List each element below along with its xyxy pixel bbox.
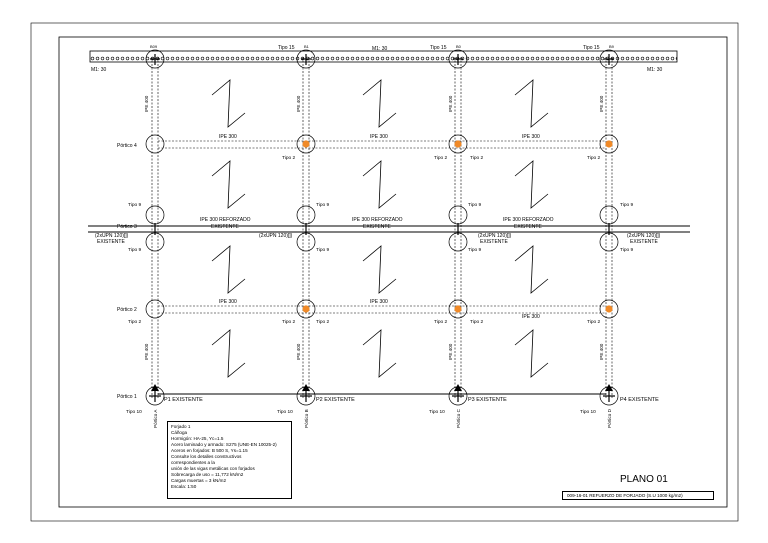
existente-label: EXISTENTE	[514, 224, 542, 230]
ipe400-label: IPE 400	[599, 95, 604, 112]
existente-label: EXISTENTE	[363, 224, 391, 230]
portico-4-label: Pórtico 4	[117, 143, 137, 149]
portico-1-label: Pórtico 1	[117, 394, 137, 400]
ipe400-label: IPE 400	[296, 95, 301, 112]
upn-label: (2xUPN 120)[])	[259, 233, 293, 239]
ipe300-label: IPE 300	[522, 134, 540, 140]
tipo2-label: Tipo 2	[587, 156, 601, 161]
ipe300-reforzado-label: IPE 300 REFORZADO	[200, 217, 251, 223]
portico-d-label: Pórtico D	[607, 409, 612, 428]
tipo9-label: Tipo 9	[620, 203, 634, 208]
top-tipo-1: Tipo 15	[278, 45, 295, 51]
notes-line: Cargas muertas = 3 kN/m2	[171, 478, 227, 483]
ipe300-label: IPE 300	[219, 134, 237, 140]
top-node-1: B09	[150, 44, 158, 49]
tipo9-label: Tipo 9	[128, 203, 142, 208]
notes-line: Cáñoga	[171, 430, 188, 435]
plano-description: 009-16-01 REFUERZO DE FORJADO (S.U 1000 kg/m2)	[562, 491, 714, 500]
portico-3-label: Pórtico 3	[117, 224, 137, 230]
plano-title: PLANO 01	[620, 474, 668, 485]
tipo9-label: Tipo 9	[468, 203, 482, 208]
upn-label-left: (2xUPN 120)[])	[95, 233, 129, 239]
wall-label-right: M1: 30	[647, 67, 663, 73]
existente-label: EXISTENTE	[480, 239, 508, 245]
p4-label: P4 EXISTENTE	[620, 397, 659, 403]
notes-line: Hormigón: HA-25, Yc=1.5	[171, 436, 224, 441]
ipe400-label: IPE 400	[296, 343, 301, 360]
existente-label: EXISTENTE	[97, 239, 125, 245]
p2-label: P2 EXISTENTE	[316, 397, 355, 403]
tipo10-label: Tipo 10	[429, 410, 445, 415]
tipo9-label: Tipo 9	[128, 248, 142, 253]
portico-b-label: Pórtico B	[304, 409, 309, 428]
portico-a-label: Pórtico A	[153, 409, 158, 428]
tipo9-label: Tipo 9	[316, 203, 330, 208]
upn-label-right: (2xUPN 120)[])	[627, 233, 661, 239]
tipo2-label: Tipo 2	[282, 320, 296, 325]
wall-label-middle: M1: 30	[372, 46, 388, 52]
portico-c-label: Pórtico C	[456, 409, 461, 428]
ipe300-label: IPE 300	[370, 134, 388, 140]
tipo2-label: Tipo 2	[282, 156, 296, 161]
top-node-3: B0	[456, 44, 461, 49]
existente-label: EXISTENTE	[630, 239, 658, 245]
ipe400-label: IPE 400	[144, 343, 149, 360]
notes-line: Aceros en forjados: B 500 S, Ys=1.15	[171, 448, 248, 453]
tipo2-label: Tipo 2	[470, 320, 484, 325]
portico-2-label: Pórtico 2	[117, 307, 137, 313]
existente-label: EXISTENTE	[211, 224, 239, 230]
top-tipo-2: Tipo 15	[430, 45, 447, 51]
ipe300-label: IPE 300	[219, 299, 237, 305]
tipo10-label: Tipo 10	[126, 410, 142, 415]
tipo2-label: Tipo 2	[128, 320, 142, 325]
ipe300-reforzado-label: IPE 300 REFORZADO	[352, 217, 403, 223]
tipo9-label: Tipo 9	[316, 248, 330, 253]
tipo2-label: Tipo 2	[434, 156, 448, 161]
tipo2-label: Tipo 2	[316, 320, 330, 325]
tipo10-label: Tipo 10	[580, 410, 596, 415]
upn-label: (2xUPN 120)[])	[478, 233, 512, 239]
existing-column-marks	[151, 384, 613, 391]
top-wall	[90, 51, 677, 62]
notes-box	[167, 421, 292, 499]
notes-line: Forjado 1	[171, 424, 191, 429]
ipe300-reforzado-label: IPE 300 REFORZADO	[503, 217, 554, 223]
notes-line: Escala: 1:50	[171, 484, 197, 489]
ipe400-label: IPE 400	[448, 343, 453, 360]
notes-line: unión de las vigas metálicas con forjados	[171, 466, 255, 471]
top-node-2: B1	[304, 44, 309, 49]
tipo2-label: Tipo 2	[434, 320, 448, 325]
inner-frame	[59, 37, 727, 507]
tipo10-label: Tipo 10	[277, 410, 293, 415]
top-node-4: B9	[609, 44, 614, 49]
tipo9-label: Tipo 9	[620, 248, 634, 253]
ipe300-label: IPE 300	[522, 314, 540, 320]
p1-label: P1 EXISTENTE	[164, 397, 203, 403]
notes-line: Consulte los detalles constructivos	[171, 454, 242, 459]
notes-line: Sobrecarga de uso = 11,772 kN/m2	[171, 472, 244, 477]
outer-frame	[31, 23, 738, 521]
tipo2-label: Tipo 2	[470, 156, 484, 161]
beam-labels	[95, 134, 661, 320]
ipe400-label: IPE 400	[144, 95, 149, 112]
notes-line: Acero laminado y armado: S275 (UNE-EN 10025-2)	[171, 442, 277, 447]
ipe300-label: IPE 300	[370, 299, 388, 305]
tipo9-label: Tipo 9	[468, 248, 482, 253]
ipe400-label: IPE 400	[599, 343, 604, 360]
ipe400-label: IPE 400	[448, 95, 453, 112]
p3-label: P3 EXISTENTE	[468, 397, 507, 403]
tipo2-label: Tipo 2	[587, 320, 601, 325]
top-tipo-3: Tipo 15	[583, 45, 600, 51]
notes-line: correspondientes a la	[171, 460, 215, 465]
wall-label-left: M1: 30	[91, 67, 107, 73]
